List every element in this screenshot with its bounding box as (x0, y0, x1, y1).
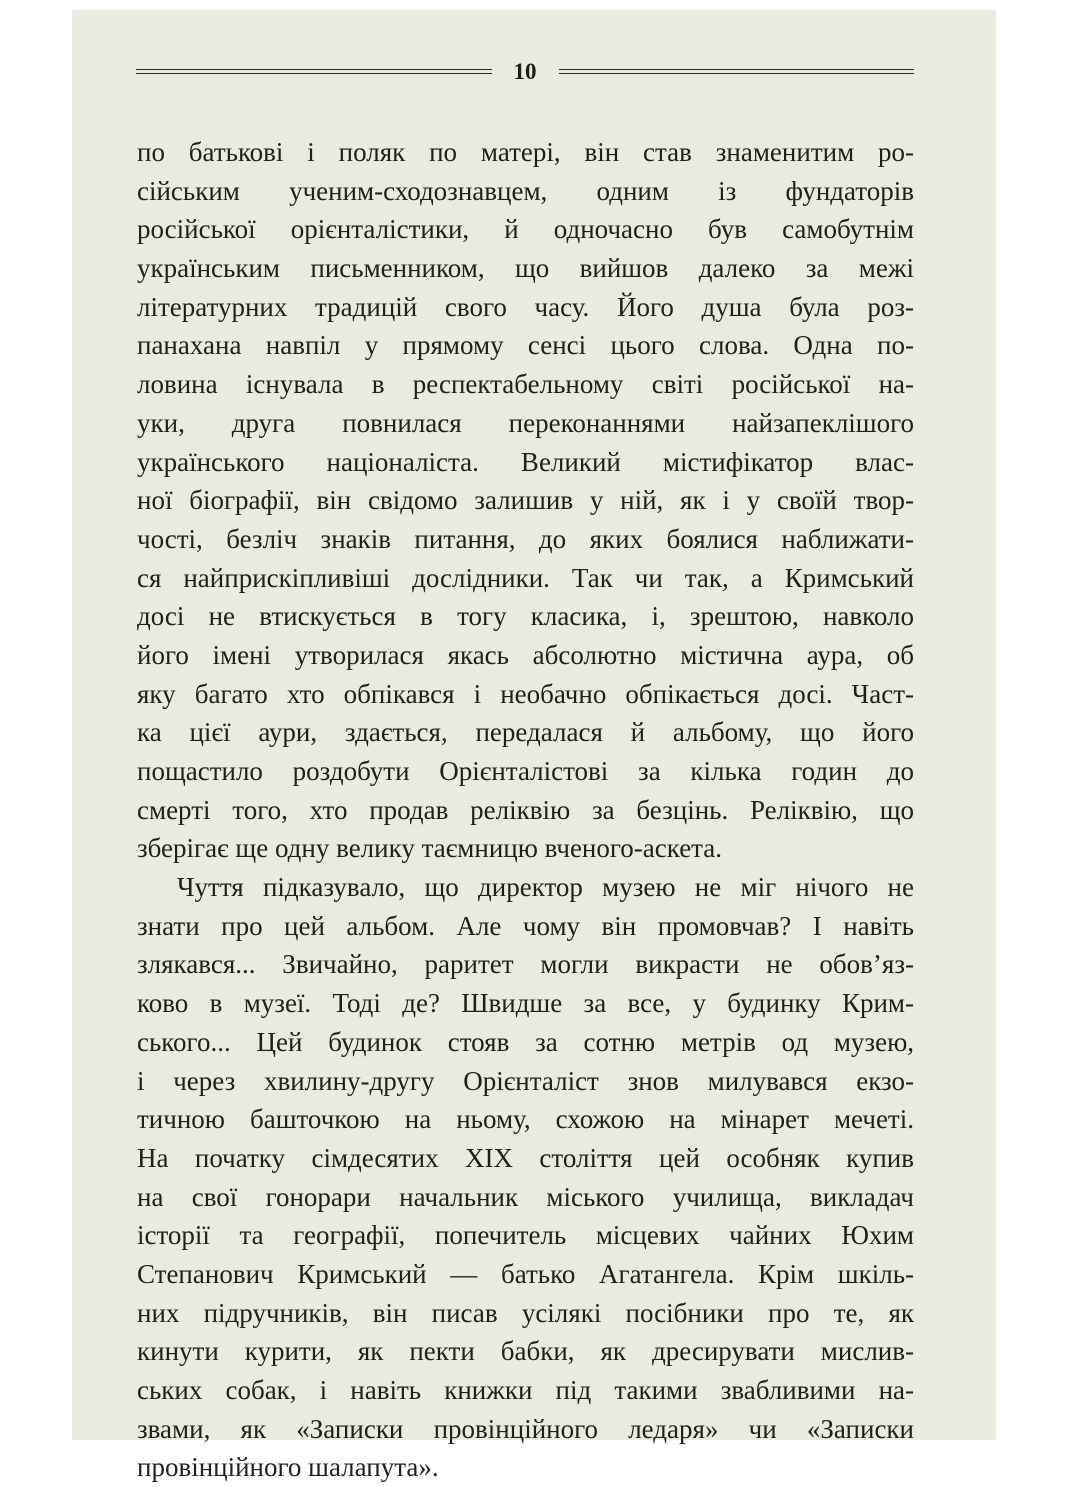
text-line: українського націоналіста. Великий містифікатор влас- (137, 446, 914, 477)
text-line: ся найприскіпливіші дослідники. Так чи так, а Кримський (137, 562, 914, 593)
book-page (72, 10, 996, 1483)
text-line: по батькові і поляк по матері, він став знаменитим ро- (137, 137, 914, 167)
text-line: кинути курити, як пекти бабки, як дресирувати мислив- (137, 1336, 914, 1367)
text-line: чості, безліч знаків питання, до яких боялися наближати- (137, 523, 914, 554)
text-line: досі не втискується в тогу класика, і, зрештою, навколо (137, 601, 914, 632)
text-line: ловина існувала в респектабельному світі російської на- (137, 369, 914, 400)
text-line: Степанович Кримський — батько Агатангела. Крім шкіль- (137, 1258, 914, 1289)
text-line: ної біографії, він свідомо залишив у ній, як і у своїй твор- (137, 485, 914, 516)
text-line: провінційного шалапута». (137, 1452, 439, 1483)
paragraph (137, 868, 914, 1487)
text-line: ка цієї аури, здається, передалася й альбому, що його (137, 717, 914, 748)
text-line: панахана навпіл у прямому сенсі цього слова. Одна по- (137, 330, 914, 361)
text-line: ського... Цей будинок стояв за сотню метрів од музею, (137, 1026, 914, 1057)
text-line: уки, друга повнилася переконаннями найзапеклішого (137, 407, 914, 438)
text-line: історії та географії, попечитель місцевих чайних Юхим (137, 1220, 914, 1251)
text-line: його імені утворилася якась абсолютно містична аура, об (137, 639, 914, 670)
text-line: яку багато хто обпікався і необачно обпікається досі. Част- (137, 678, 914, 709)
body-text (137, 133, 914, 1487)
text-line: літературних традицій свого часу. Його душа була роз- (137, 291, 914, 322)
text-line: українським письменником, що вийшов далеко за межі (137, 253, 914, 284)
text-line: Чуття підказувало, що директор музею не міг нічого не (177, 872, 914, 903)
text-line: звами, як «Записки провінційного ледаря» чи «Записки (137, 1413, 914, 1444)
paragraph (137, 133, 914, 868)
text-line: На початку сімдесятих XIX століття цей особняк купив (137, 1142, 914, 1173)
text-line: і через хвилину-другу Орієнталіст знов милувався екзо- (137, 1065, 914, 1096)
text-line: знати про цей альбом. Але чому він промовчав? І навіть (137, 910, 914, 941)
text-line: сійським ученим-сходознавцем, одним із фундаторів (137, 175, 914, 206)
text-line: ських собак, і навіть книжки під такими звабливими на- (137, 1375, 914, 1405)
text-line: на свої гонорари начальник міського училища, викладач (137, 1181, 914, 1212)
text-line: російської орієнталістики, й одночасно був самобутнім (137, 214, 914, 245)
text-line: смерті того, хто продав реліквію за безцінь. Реліквію, що (137, 794, 914, 825)
text-line: пощастило роздобути Орієнталістові за кілька годин до (137, 756, 914, 786)
text-line: тичною башточкою на ньому, схожою на мінарет мечеті. (137, 1104, 914, 1135)
page-header (136, 54, 914, 88)
header-rule-left (136, 69, 492, 74)
text-line: них підручників, він писав усілякі посібники про те, як (137, 1297, 914, 1328)
header-rule-right (559, 69, 915, 74)
text-line: ково в музеї. Тоді де? Швидше за все, у будинку Крим- (137, 988, 914, 1019)
text-line: зберігає ще одну велику таємницю вченого-аскета. (137, 833, 723, 864)
page-number: 10 (513, 58, 537, 84)
text-line: злякався... Звичайно, раритет могли викрасти не обов’яз- (137, 949, 914, 980)
